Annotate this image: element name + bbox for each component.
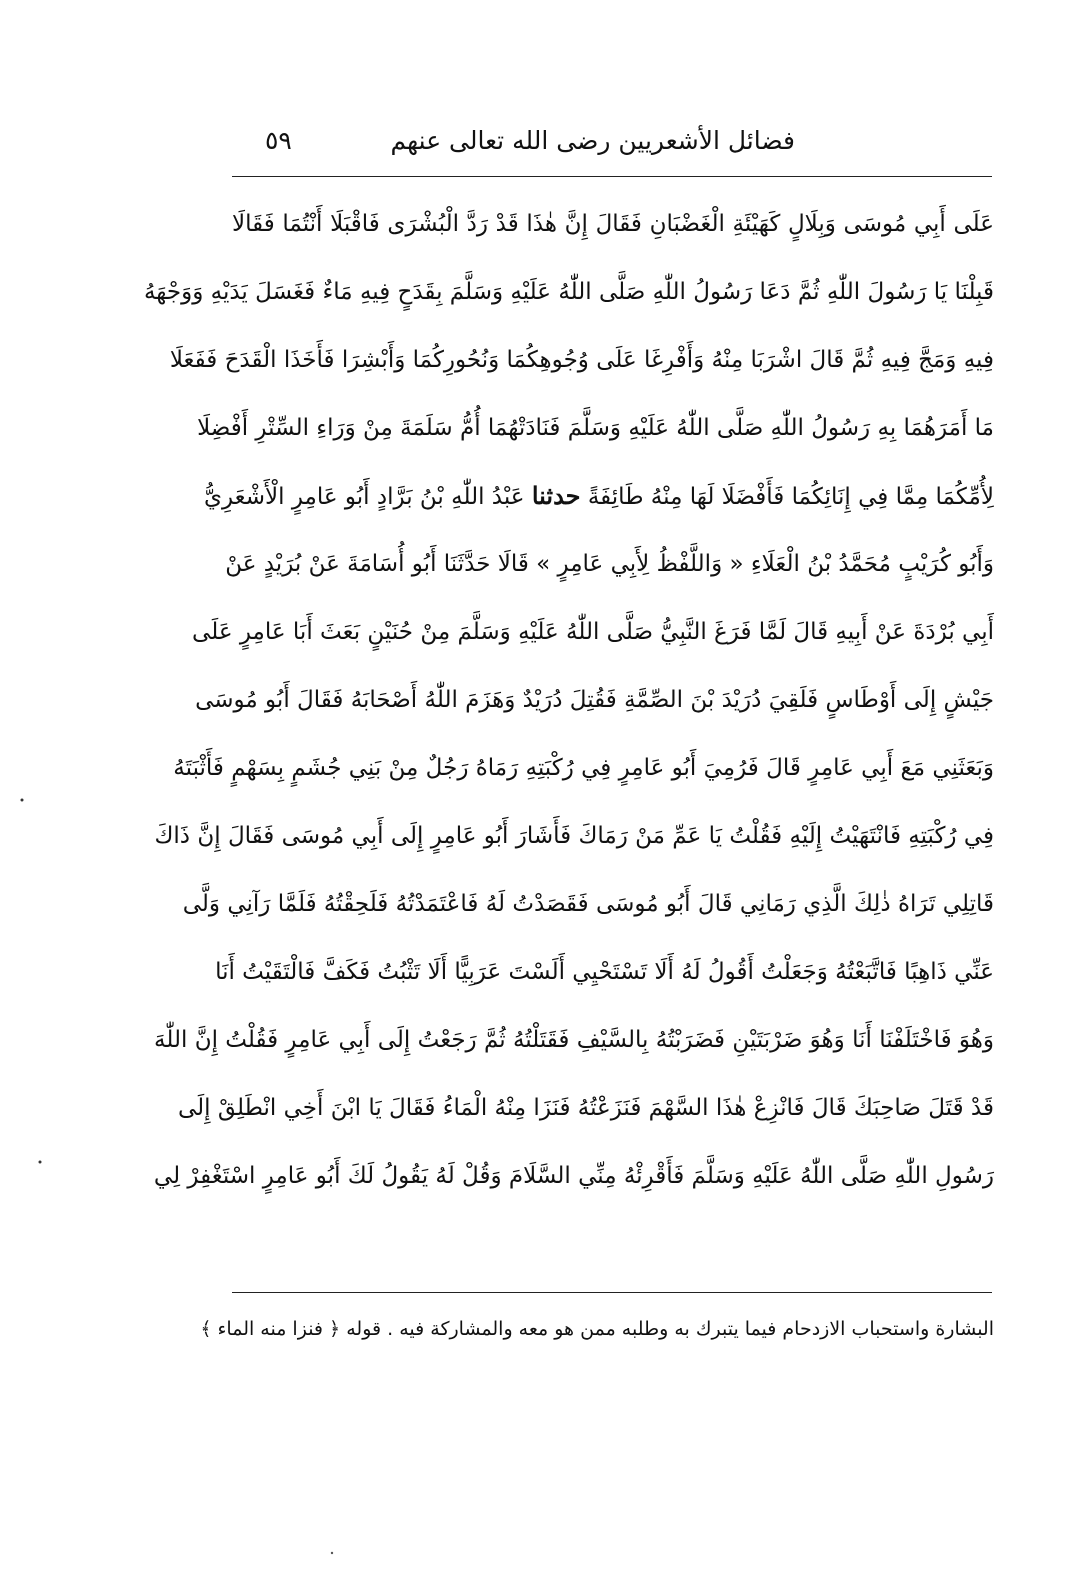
- text-line: قَاتِلِي تَرَاهُ ذٰلِكَ الَّذِي رَمَانِي قَالَ أَبُو مُوسَى فَقَصَدْتُ لَهُ فَاعْتَمَدْتُهُ فَلَحِقْتُهُ فَلَمَّا رَآنِي وَلَّى: [182, 891, 994, 917]
- text-line: فِيهِ وَمَجَّ فِيهِ ثُمَّ قَالَ اشْرَبَا مِنْهُ وَأَفْرِغَا عَلَى وُجُوهِكُمَا وَنُحُورِكُمَا وَأَبْشِرَا فَأَخَذَا الْقَدَحَ فَفَعَلَا: [169, 347, 994, 373]
- text-line: وَهُوَ فَاخْتَلَفْنَا أَنَا وَهُوَ ضَرْبَتَيْنِ فَضَرَبْتُهُ بِالسَّيْفِ فَقَتَلْتُهُ ثُمَّ رَجَعْتُ إِلَى أَبِي عَامِرٍ فَقُلْتُ إِنَّ اللّٰهَ: [154, 1027, 994, 1053]
- text-line: قَبِلْنَا يَا رَسُولَ اللّٰهِ ثُمَّ دَعَا رَسُولُ اللّٰهِ صَلَّى اللّٰهُ عَلَيْهِ وَسَلَّمَ بِقَدَحٍ فِيهِ مَاءٌ فَغَسَلَ يَدَيْهِ وَوَجْهَهُ: [143, 279, 994, 305]
- text-line: جَيْشٍ إِلَى أَوْطَاسٍ فَلَقِيَ دُرَيْدَ بْنَ الصِّمَّةِ فَقُتِلَ دُرَيْدٌ وَهَزَمَ اللّٰهُ أَصْحَابَهُ فَقَالَ أَبُو مُوسَى: [195, 687, 994, 713]
- text-line: أَبِي بُرْدَةَ عَنْ أَبِيهِ قَالَ لَمَّا فَرَغَ النَّبِيُّ صَلَّى اللّٰهُ عَلَيْهِ وَسَلَّمَ مِنْ حُنَيْنٍ بَعَثَ أَبَا عَامِرٍ عَلَى: [192, 619, 994, 645]
- text-line: وَبَعَثَنِي مَعَ أَبِي عَامِرٍ قَالَ فَرُمِيَ أَبُو عَامِرٍ فِي رُكْبَتِهِ رَمَاهُ رَجُلٌ مِنْ بَنِي جُشَمٍ بِسَهْمٍ فَأَثْبَتَهُ: [173, 755, 994, 781]
- scan-speck: [39, 1161, 42, 1164]
- main-text: [143, 190, 994, 1210]
- footnote-rule: [232, 1292, 992, 1293]
- text-line: قَدْ قَتَلَ صَاحِبَكَ قَالَ فَانْزِعْ هٰذَا السَّهْمَ فَنَزَعْتُهُ فَنَزَا مِنْهُ الْمَاءُ فَقَالَ يَا ابْنَ أَخِي انْطَلِقْ إِلَى: [177, 1095, 994, 1121]
- page-number: ٥٩: [265, 126, 292, 155]
- text-line: فِي رُكْبَتِهِ فَانْتَهَيْتُ إِلَيْهِ فَقُلْتُ يَا عَمِّ مَنْ رَمَاكَ فَأَشَارَ أَبُو عَامِرٍ إِلَى أَبِي مُوسَى فَقَالَ إِنَّ ذَاكَ: [154, 823, 994, 849]
- page-title: فضائل الأشعريين رضى الله تعالى عنهم: [390, 126, 795, 155]
- text-segment: لِأُمِّكُمَا مِمَّا فِي إِنَائِكُمَا فَأَفْضَلَا لَهَا مِنْهُ طَائِفَةً: [587, 484, 994, 510]
- footnote: البشارة واستحباب الازدحام فيما يتبرك به وطلبه ممن هو معه والمشاركة فيه . قوله ﴿ فنزا منه الماء ﴾: [200, 1318, 994, 1340]
- scan-speck: [21, 799, 24, 802]
- text-line: رَسُولِ اللّٰهِ صَلَّى اللّٰهُ عَلَيْهِ وَسَلَّمَ فَأَقْرِئْهُ مِنِّي السَّلَامَ وَقُلْ لَهُ يَقُولُ لَكَ أَبُو عَامِرٍ اسْتَغْفِرْ لِي: [153, 1163, 994, 1189]
- scan-speck: [331, 1552, 333, 1554]
- running-header: [225, 122, 995, 172]
- text-line: مَا أَمَرَهُمَا بِهِ رَسُولُ اللّٰهِ صَلَّى اللّٰهُ عَلَيْهِ وَسَلَّمَ فَنَادَتْهُمَا أُمُّ سَلَمَةَ مِنْ وَرَاءِ السِّتْرِ أَفْضِلَا: [197, 415, 994, 441]
- header-rule: [232, 176, 992, 177]
- text-line: عَنِّي ذَاهِبًا فَاتَّبَعْتُهُ وَجَعَلْتُ أَقُولُ لَهُ أَلَا تَسْتَحْيِي أَلَسْتَ عَرَبِيًّا أَلَا تَثْبُتُ فَكَفَّ فَالْتَقَيْتُ أَنَا: [215, 959, 994, 985]
- text-segment: عَبْدُ اللّٰهِ بْنُ بَرَّادٍ أَبُو عَامِرٍ الْأَشْعَرِيُّ: [203, 484, 525, 510]
- text-line-with-hadith-header: [203, 462, 994, 530]
- text-line: وَأَبُو كُرَيْبٍ مُحَمَّدُ بْنُ الْعَلَاءِ « وَاللَّفْظُ لِأَبِي عَامِرٍ » قَالَا حَدَّثَنَا أَبُو أُسَامَةَ عَنْ بُرَيْدٍ عَنْ: [225, 551, 994, 577]
- text-line: عَلَى أَبِي مُوسَى وَبِلَالٍ كَهَيْئَةِ الْغَضْبَانِ فَقَالَ إِنَّ هٰذَا قَدْ رَدَّ الْبُشْرَى فَاقْبَلَا أَنْتُمَا فَقَالَا: [232, 211, 994, 237]
- hadith-chain-header: حدثنا: [531, 481, 581, 510]
